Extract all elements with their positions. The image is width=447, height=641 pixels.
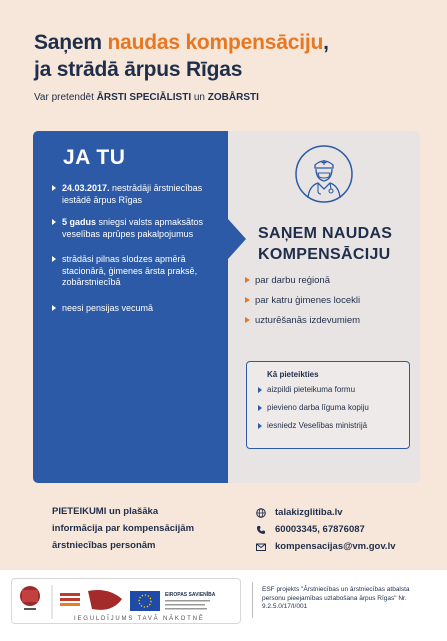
page-title: [34, 29, 329, 83]
eligibility-item: neesi pensijas vecumā: [50, 303, 220, 315]
nap2020-logo: [60, 590, 122, 610]
eligibility-list: [50, 183, 220, 325]
eligibility-box: [33, 131, 228, 483]
doctor-icon: [294, 144, 354, 204]
eu-flag-logo: [130, 591, 160, 611]
contact-email[interactable]: kompensacijas@vm.gov.lv: [256, 538, 396, 555]
eligibility-heading: JA TU: [63, 146, 126, 169]
apply-step: iesniedz Veselības ministrijā: [255, 421, 401, 431]
title-line-2: ja strādā ārpus Rīgas: [34, 58, 243, 81]
eu-label: EIROPAS SAVIENĪBA: [165, 592, 216, 598]
contact-list: [256, 504, 396, 555]
coat-of-arms-logo: [20, 586, 40, 610]
main-panel: [33, 131, 420, 483]
phone-icon: [256, 525, 266, 535]
benefit-list: [243, 275, 413, 335]
contact-phone[interactable]: 60003345, 67876087: [256, 521, 396, 538]
info-text: PIETEIKUMI un plašāka informācija par kompensācijām ārstniecības personām: [52, 506, 195, 551]
benefit-item: par katru ģimenes locekli: [243, 295, 413, 307]
globe-icon: [256, 508, 266, 518]
divider: [252, 582, 253, 618]
tagline: IEGULDĪJUMS TAVĀ NĀKOTNĒ: [74, 616, 205, 622]
title-accent: naudas kompensāciju: [107, 31, 324, 54]
apply-step: pievieno darba līguma kopiju: [255, 403, 401, 413]
eligibility-item: strādāsi pilnas slodzes apmērā stacionārā, ģimenes ārsta praksē, zobārstniecībā: [50, 254, 220, 289]
eligibility-item: 5 gadus sniegsi valsts apmaksātos veselības aprūpes pakalpojumus: [50, 217, 220, 240]
subtitle: Var pretendēt ĀRSTI SPECIĀLISTI un ZOBĀRSTI: [34, 92, 259, 103]
apply-step: aizpildi pieteikuma formu: [255, 385, 401, 395]
esf-project-text: ESF projekts "Ārstniecības un ārstniecības atbalsta personu pieejamības uzlabošana ārpus Rīgas" Nr. 9.2.5.0/17/I/001: [262, 586, 410, 610]
envelope-icon: [256, 542, 266, 552]
benefit-item: uzturēšanās izdevumiem: [243, 315, 413, 327]
benefit-item: par darbu reģionā: [243, 275, 413, 287]
how-to-apply-box: [246, 361, 410, 449]
how-to-apply-title: Kā pieteikties: [267, 370, 319, 379]
contact-website[interactable]: talakizglitiba.lv: [256, 504, 396, 521]
eligibility-item: 24.03.2017. nestrādāji ārstniecības iestādē ārpus Rīgas: [50, 183, 220, 206]
title-line-1: Saņem naudas kompensāciju,: [34, 31, 329, 54]
arrow-pointer: [228, 219, 246, 259]
benefit-heading: SAŅEM NAUDAS KOMPENSĀCIJU: [258, 225, 393, 263]
